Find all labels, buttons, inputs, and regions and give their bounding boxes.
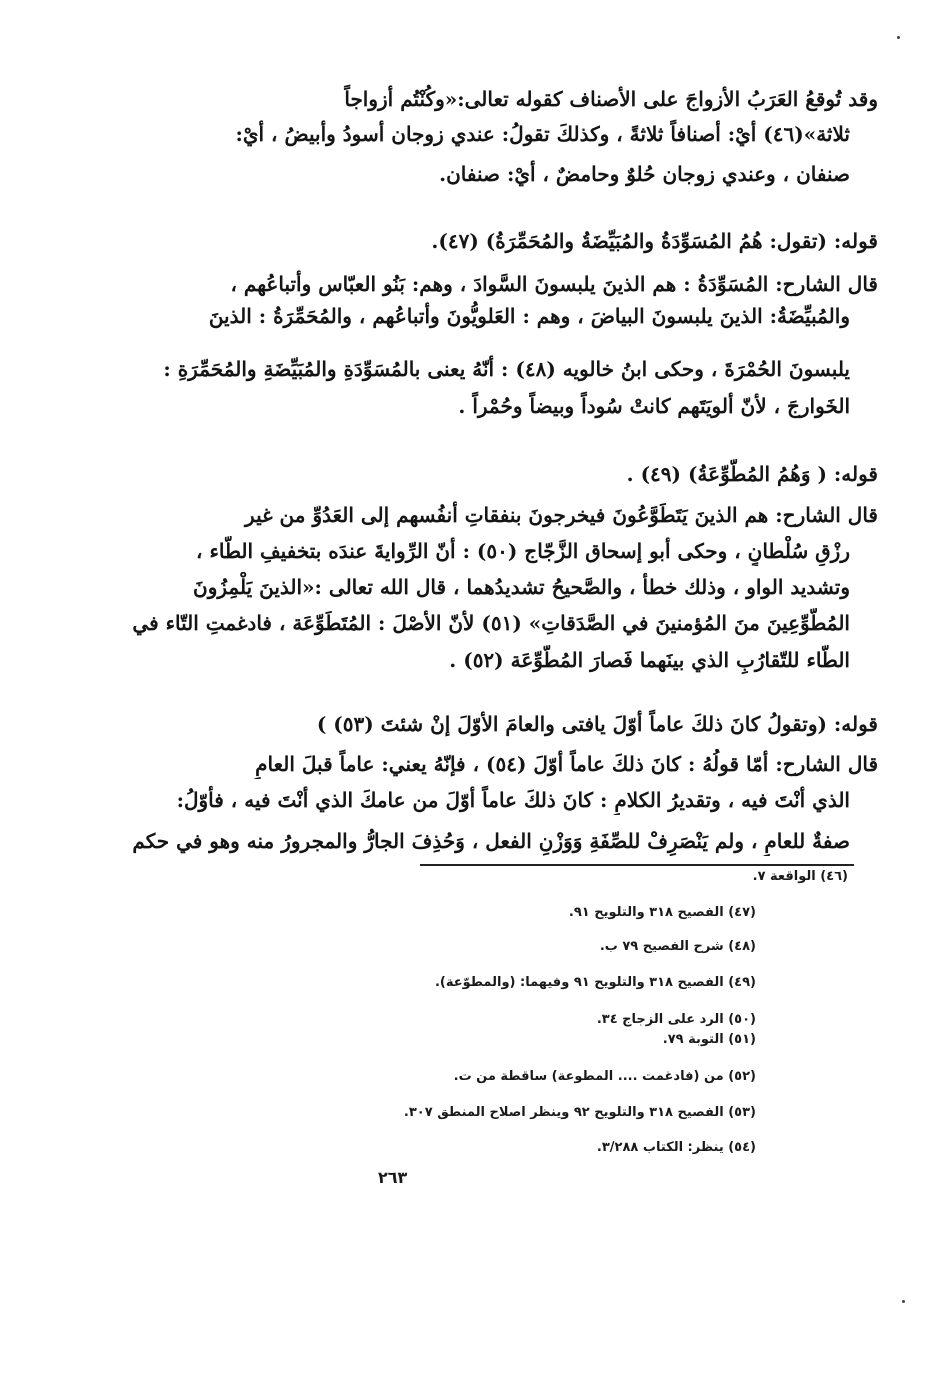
- body-line: وقد تُوقعُ العَرَبُ الأزواجَ على الأصناف كقوله تعالى:«وكُنْتُم أزواجاً: [344, 87, 878, 111]
- body-line: المُطَّوِّعِينَ منَ المُؤمنينَ في الصَّدَقاتِ» (٥١) لأنّ الأصْلَ : المُتَطَوِّعَة ، فادغمتِ التّاء في: [132, 611, 850, 635]
- body-line: الطّاء للتّقارُبِ الذي بينَهما فَصارَ المُطَّوِّعَة (٥٢) .: [449, 648, 850, 672]
- body-line: صفةٌ للعامِ ، ولم يَنْصَرِفْ للصِّفَةِ وَوَزْنِ الفعل ، وَحُذِفَ الجارُّ والمجرورُ منه وهو في حكم: [132, 829, 850, 853]
- body-line: قوله: (وتقولُ كانَ ذلكَ عاماً أوّلَ يافتى والعامَ الأوّلَ إنْ شئتَ (٥٣) ): [316, 712, 878, 736]
- body-line: صنفان ، وعندي زوجان حُلوٌ وحامضٌ ، أيْ: صنفان.: [439, 162, 850, 186]
- body-line: وتشديد الواو ، وذلك خطأ ، والصَّحيحُ تشديدُهما ، قال الله تعالى :«الذينَ يَلْمِزُونَ: [193, 575, 850, 599]
- body-line: قوله: ( وَهُمُ المُطَّوِّعَةُ) (٤٩) .: [626, 462, 878, 486]
- scan-speck: [902, 1300, 905, 1303]
- body-line: ثلاثة»(٤٦) أيْ: أصنافاً ثلاثةً ، وكذلكَ تقولُ: عندي زوجان أسودُ وأبيضُ ، أيْ:: [235, 122, 850, 146]
- body-line: قوله: (تقول: هُمُ المُسَوِّدَةُ والمُبَيِّضَةُ والمُحَمِّرَةُ) (٤٧).: [431, 229, 878, 253]
- footnote: (٥٢) من (فادغمت .... المطوعة) ساقطة من ت.: [453, 1069, 756, 1084]
- body-line: والمُبيِّضَةُ: الذينَ يلبسونَ البياضَ ، وهم : العَلويُّونَ وأتباعُهم ، والمُحَمِّرَةُ : الذينَ: [208, 304, 850, 328]
- footnote: (٤٨) شرح الفصيح ٧٩ ب.: [599, 939, 756, 954]
- footnote: (٤٩) الفصيح ٣١٨ والتلويح ٩١ وفيهما: (والمطوّعة).: [434, 975, 756, 990]
- footnote: (٤٧) الفصيح ٣١٨ والتلويح ٩١.: [568, 905, 756, 920]
- body-line: قال الشارح: المُسَوِّدَةُ : هم الذينَ يلبسونَ السَّوادَ ، وهم: بَنُو العبّاس وأتباعُهم ،: [230, 272, 878, 296]
- body-line: قال الشارح: هم الذينَ يَتَطَوَّعُونَ فيخرجونَ بنفقاتِ أنفُسهم إلى العَدُوِّ من غير: [245, 503, 878, 527]
- footnote: (٤٦) الواقعة ٧.: [752, 869, 848, 884]
- footnote: (٥٠) الرد على الزجاج ٣٤.: [596, 1012, 756, 1027]
- body-line: قال الشارح: أمّا قولُهُ : كانَ ذلكَ عاماً أوّلَ (٥٤) ، فإنّهُ يعني: عاماً قبلَ العامِ: [255, 752, 878, 776]
- footnote: (٥٤) ينظر: الكتاب ٣/٢٨٨.: [596, 1140, 756, 1155]
- page-number: ٢٦٣: [378, 1168, 408, 1187]
- body-line: الذي أنْتَ فيه ، وتقديرُ الكلامِ : كانَ ذلكَ عاماً أوّلَ من عامكَ الذي أنْتَ فيه ، فأوّلُ:: [176, 788, 850, 812]
- footnote: (٥١) التوبة ٧٩.: [662, 1032, 756, 1047]
- body-line: يلبسونَ الحُمْرَةَ ، وحكى ابنُ خالويه (٤٨) : أنّهُ يعنى بالمُسَوِّدَةِ والمُبَيِّضَةِ والمُحَمِّرَةِ :: [163, 357, 850, 381]
- footnote: (٥٣) الفصيح ٣١٨ والتلويح ٩٢ وينظر اصلاح المنطق ٣٠٧.: [403, 1105, 756, 1120]
- body-line: رزْقِ سُلْطانٍ ، وحكى أبو إسحاق الزَّجّاج (٥٠) : أنّ الرِّوايةَ عندَه بتخفيفِ الطّاء ،: [196, 539, 850, 563]
- scan-speck: [897, 36, 900, 39]
- footnote-separator: [420, 864, 854, 866]
- body-line: الخَوارجَ ، لأنّ ألويَتَهم كانتْ سُوداً وبيضاً وحُمْراً .: [458, 394, 850, 418]
